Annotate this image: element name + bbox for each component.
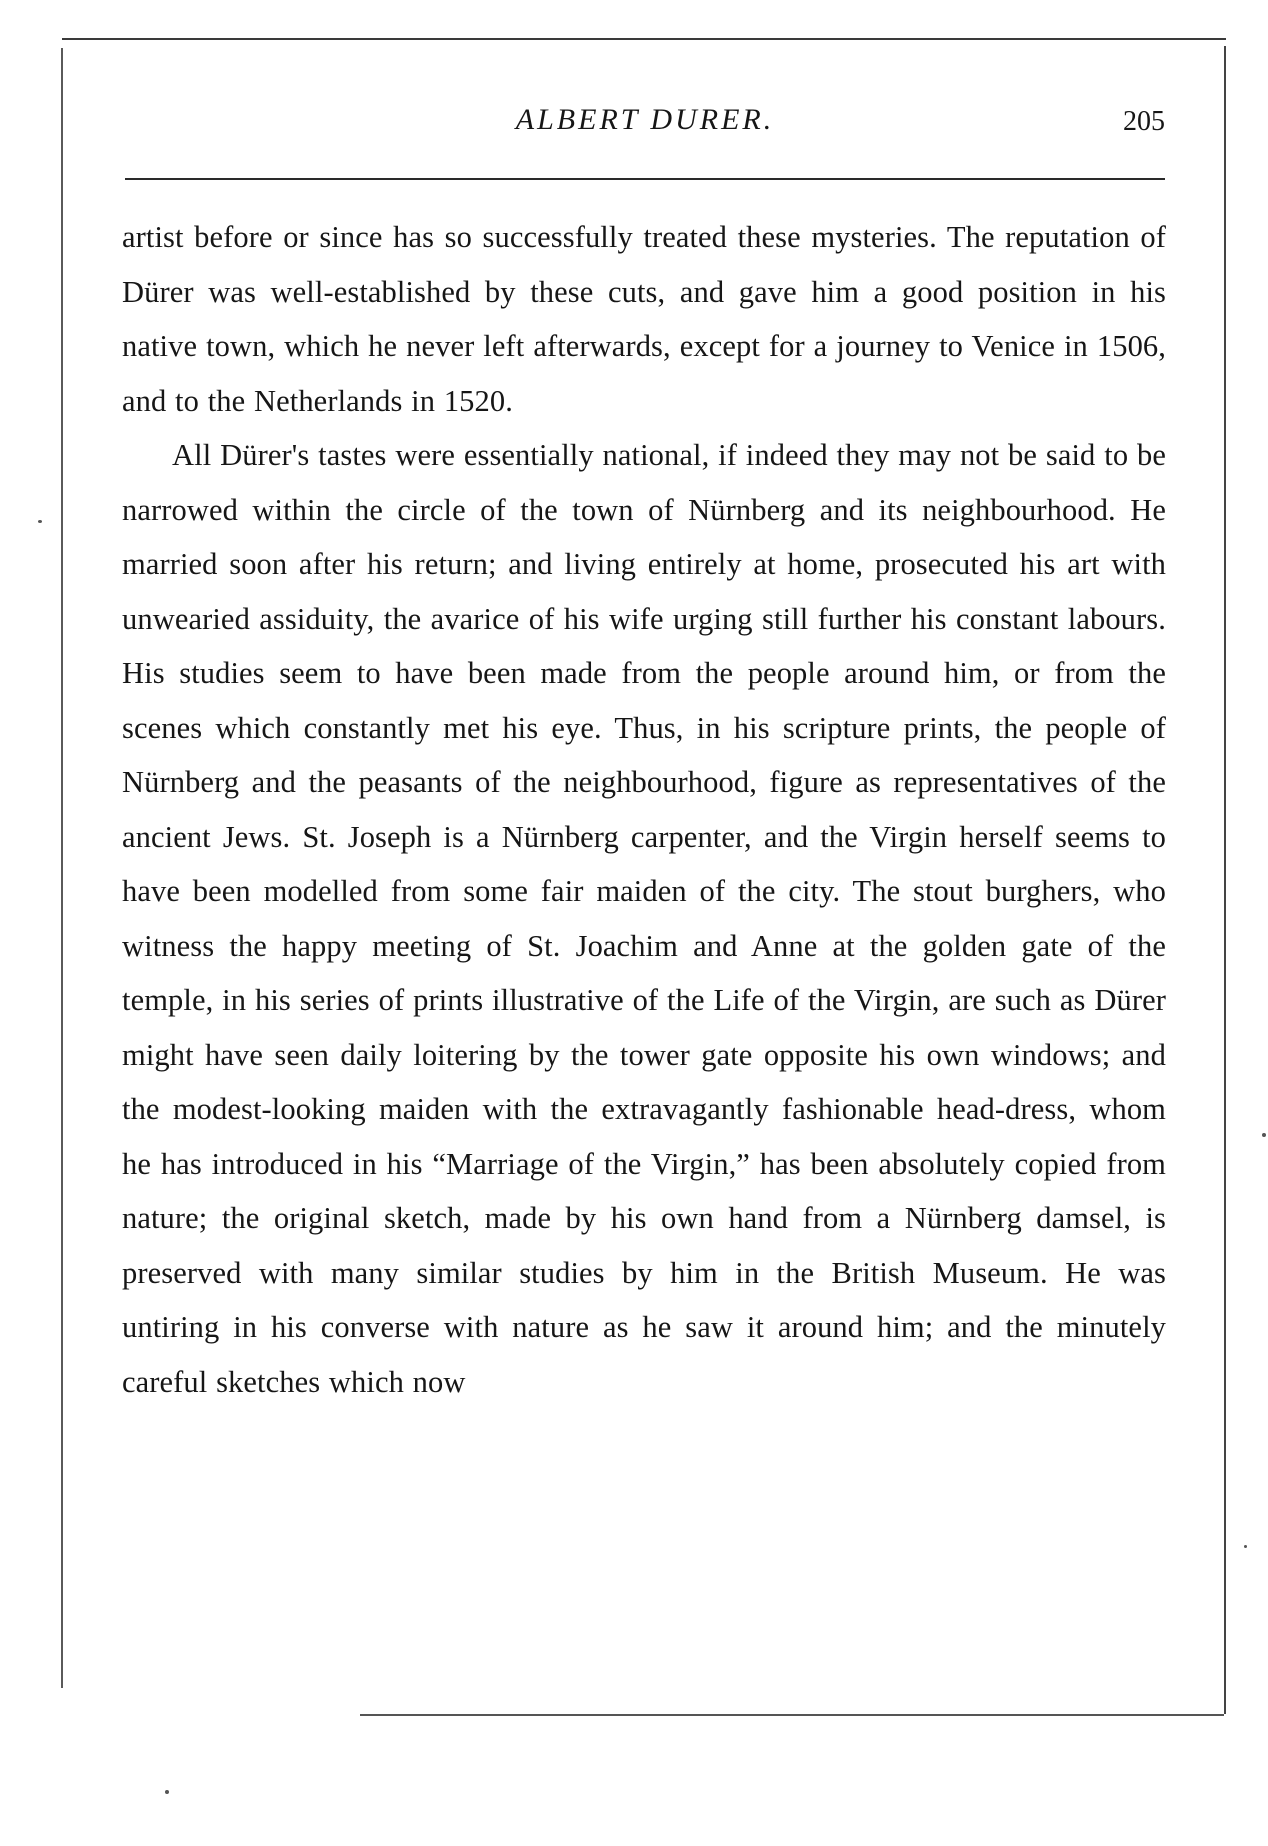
header-rule	[125, 178, 1165, 180]
page-top-border	[62, 38, 1226, 40]
scan-speck	[38, 520, 42, 523]
page-right-border	[1224, 46, 1226, 1714]
body-text	[122, 210, 1166, 1409]
scan-speck	[165, 1790, 169, 1794]
page-left-border	[61, 48, 63, 1688]
scan-speck	[1262, 1133, 1266, 1137]
page-number: 205	[1123, 106, 1165, 137]
page-bottom-border	[360, 1714, 1224, 1716]
scan-speck	[1244, 1545, 1247, 1548]
paragraph-2: All Dürer's tastes were essentially national, if indeed they may not be said to be narrowed within the circle of the town of Nürnberg and its neighbourhood. He married soon after his return; and living entirely at home, prosecuted his art with unwearied assiduity, the avarice of his wife urging still further his constant labours. His studies seem to have been made from the people around him, or from the scenes which constantly met his eye. Thus, in his scripture prints, the people of Nürnberg and the peasants of the neighbourhood, figure as representatives of the ancient Jews. St. Joseph is a Nürnberg carpenter, and the Virgin herself seems to have been modelled from some fair maiden of the city. The stout burghers, who witness the happy meeting of St. Joachim and Anne at the golden gate of the temple, in his series of prints illustrative of the Life of the Virgin, are such as Dürer might have seen daily loitering by the tower gate opposite his own windows; and the modest-looking maiden with the extravagantly fashionable head-dress, whom he has introduced in his “Marriage of the Virgin,” has been absolutely copied from nature; the original sketch, made by his own hand from a Nürnberg damsel, is preserved with many similar studies by him in the British Museum. He was untiring in his converse with nature as he saw it around him; and the minutely careful sketches which now	[122, 438, 1166, 1399]
running-head	[125, 103, 1165, 143]
paragraph-1: artist before or since has so successfully treated these mysteries. The reputation of Dürer was well-established by these cuts, and gave him a good position in his native town, which he never left afterwards, except for a journey to Venice in 1506, and to the Netherlands in 1520.	[122, 220, 1166, 418]
running-title: ALBERT DURER.	[515, 103, 775, 136]
